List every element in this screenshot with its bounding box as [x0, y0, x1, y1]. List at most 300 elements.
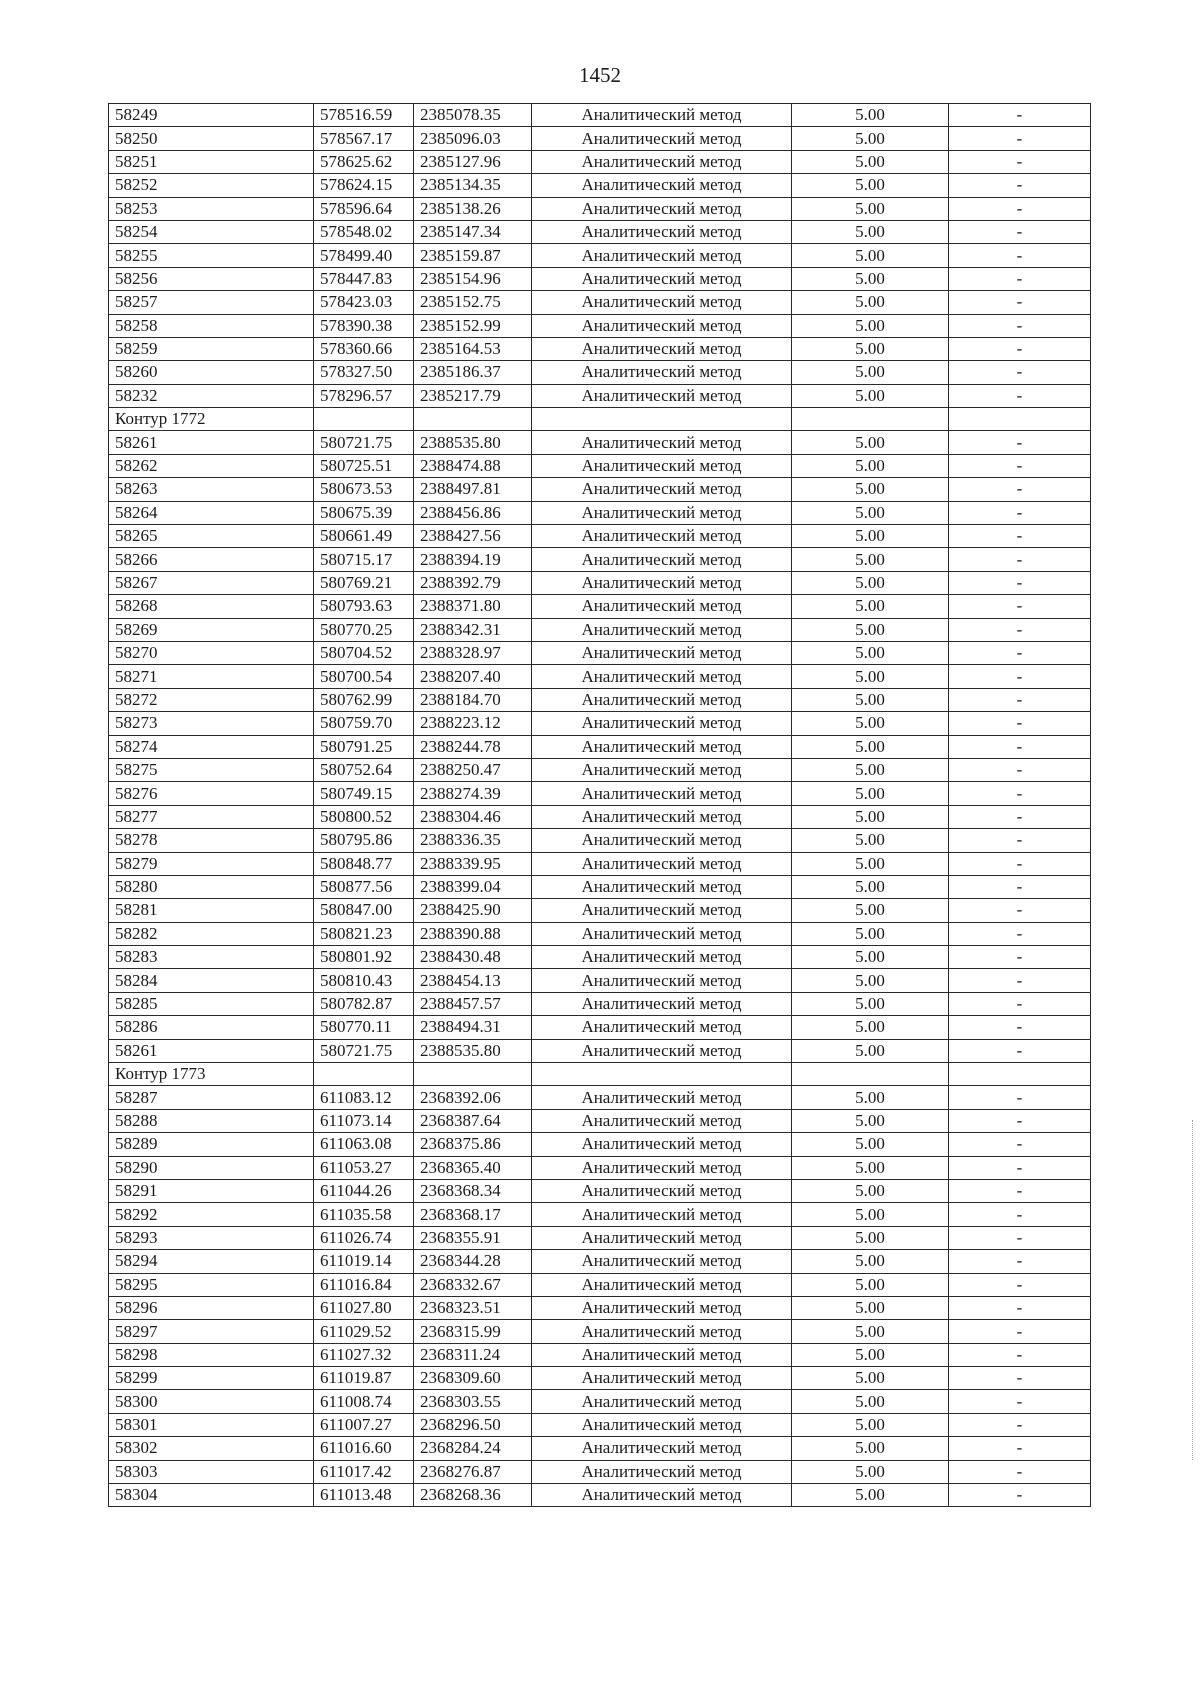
point-id-cell: 58252: [109, 174, 314, 197]
y-coordinate-cell: 2388184.70: [414, 688, 532, 711]
point-id-cell: 58298: [109, 1343, 314, 1366]
method-cell: Аналитический метод: [532, 384, 792, 407]
x-coordinate-cell: 580795.86: [314, 829, 414, 852]
y-coordinate-cell: 2368375.86: [414, 1133, 532, 1156]
point-id-cell: 58297: [109, 1320, 314, 1343]
point-id-cell: 58253: [109, 197, 314, 220]
x-coordinate-cell: 578360.66: [314, 337, 414, 360]
table-row: [109, 1250, 1091, 1273]
y-coordinate-cell: 2388250.47: [414, 758, 532, 781]
method-cell: Аналитический метод: [532, 1390, 792, 1413]
x-coordinate-cell: 580762.99: [314, 688, 414, 711]
x-coordinate-cell: 580721.75: [314, 431, 414, 454]
y-coordinate-cell: 2368296.50: [414, 1413, 532, 1436]
y-coordinate-cell: 2368284.24: [414, 1437, 532, 1460]
note-cell: -: [949, 150, 1091, 173]
point-id-cell: 58283: [109, 946, 314, 969]
table-row: [109, 1437, 1091, 1460]
method-cell: Аналитический метод: [532, 618, 792, 641]
table-row: [109, 899, 1091, 922]
table-row: [109, 618, 1091, 641]
error-cell: 5.00: [792, 1226, 949, 1249]
note-cell: -: [949, 291, 1091, 314]
error-cell: 5.00: [792, 244, 949, 267]
table-row: [109, 922, 1091, 945]
note-cell: -: [949, 361, 1091, 384]
x-coordinate-cell: 580725.51: [314, 454, 414, 477]
x-coordinate-cell: 580675.39: [314, 501, 414, 524]
method-cell: Аналитический метод: [532, 501, 792, 524]
y-coordinate-cell: 2368368.17: [414, 1203, 532, 1226]
note-cell: -: [949, 758, 1091, 781]
error-cell: 5.00: [792, 805, 949, 828]
table-row: [109, 361, 1091, 384]
y-coordinate-cell: 2368344.28: [414, 1250, 532, 1273]
table-row: [109, 1413, 1091, 1436]
table-row: [109, 337, 1091, 360]
y-coordinate-cell: 2368332.67: [414, 1273, 532, 1296]
y-coordinate-cell: 2388474.88: [414, 454, 532, 477]
point-id-cell: 58265: [109, 525, 314, 548]
method-cell: Аналитический метод: [532, 1016, 792, 1039]
method-cell: Аналитический метод: [532, 454, 792, 477]
table-row: [109, 291, 1091, 314]
table-row: [109, 946, 1091, 969]
note-cell: -: [949, 1367, 1091, 1390]
error-cell: 5.00: [792, 1016, 949, 1039]
error-cell: 5.00: [792, 899, 949, 922]
method-cell: Аналитический метод: [532, 478, 792, 501]
point-id-cell: 58294: [109, 1250, 314, 1273]
error-cell: 5.00: [792, 641, 949, 664]
note-cell: -: [949, 992, 1091, 1015]
x-coordinate-cell: 580810.43: [314, 969, 414, 992]
margin-scan-mark: [1192, 1120, 1194, 1460]
x-coordinate-cell: 578624.15: [314, 174, 414, 197]
error-cell: 5.00: [792, 525, 949, 548]
method-cell: Аналитический метод: [532, 1343, 792, 1366]
error-cell: 5.00: [792, 758, 949, 781]
note-cell: -: [949, 525, 1091, 548]
method-cell: Аналитический метод: [532, 712, 792, 735]
y-coordinate-cell: 2388427.56: [414, 525, 532, 548]
table-row: [109, 314, 1091, 337]
table-row: [109, 174, 1091, 197]
note-cell: -: [949, 1320, 1091, 1343]
x-coordinate-cell: 580877.56: [314, 875, 414, 898]
x-coordinate-cell: 611019.87: [314, 1367, 414, 1390]
y-coordinate-cell: 2368392.06: [414, 1086, 532, 1109]
y-coordinate-cell: 2385138.26: [414, 197, 532, 220]
table-row: [109, 735, 1091, 758]
y-coordinate-cell: 2385152.99: [414, 314, 532, 337]
method-cell: Аналитический метод: [532, 291, 792, 314]
x-coordinate-cell: 611016.60: [314, 1437, 414, 1460]
table-row: [109, 384, 1091, 407]
error-cell: 5.00: [792, 431, 949, 454]
table-row: [109, 1320, 1091, 1343]
method-cell: Аналитический метод: [532, 1484, 792, 1507]
x-coordinate-cell: 611027.32: [314, 1343, 414, 1366]
y-coordinate-cell: 2368303.55: [414, 1390, 532, 1413]
point-id-cell: 58300: [109, 1390, 314, 1413]
y-coordinate-cell: 2388223.12: [414, 712, 532, 735]
note-cell: -: [949, 1273, 1091, 1296]
point-id-cell: 58302: [109, 1437, 314, 1460]
method-cell: Аналитический метод: [532, 641, 792, 664]
error-cell: 5.00: [792, 220, 949, 243]
table-row: [109, 688, 1091, 711]
x-coordinate-cell: 578499.40: [314, 244, 414, 267]
table-row: [109, 805, 1091, 828]
note-cell: -: [949, 1296, 1091, 1319]
point-id-cell: 58291: [109, 1179, 314, 1202]
point-id-cell: 58271: [109, 665, 314, 688]
note-cell: -: [949, 735, 1091, 758]
error-cell: 5.00: [792, 1390, 949, 1413]
note-cell: -: [949, 829, 1091, 852]
table-row: [109, 1390, 1091, 1413]
y-coordinate-cell: 2388457.57: [414, 992, 532, 1015]
x-coordinate-cell: 611027.80: [314, 1296, 414, 1319]
table-row: [109, 1484, 1091, 1507]
table-row: [109, 1203, 1091, 1226]
y-coordinate-cell: 2388425.90: [414, 899, 532, 922]
note-cell: -: [949, 946, 1091, 969]
note-cell: -: [949, 501, 1091, 524]
note-cell: -: [949, 1226, 1091, 1249]
point-id-cell: 58274: [109, 735, 314, 758]
y-coordinate-cell: 2388342.31: [414, 618, 532, 641]
point-id-cell: 58249: [109, 104, 314, 127]
y-coordinate-cell: 2388394.19: [414, 548, 532, 571]
page-number: 1452: [579, 63, 621, 87]
method-cell: Аналитический метод: [532, 1250, 792, 1273]
point-id-cell: 58272: [109, 688, 314, 711]
empty-cell: [792, 408, 949, 431]
method-cell: Аналитический метод: [532, 922, 792, 945]
point-id-cell: 58288: [109, 1109, 314, 1132]
point-id-cell: 58303: [109, 1460, 314, 1483]
x-coordinate-cell: 580704.52: [314, 641, 414, 664]
note-cell: -: [949, 104, 1091, 127]
point-id-cell: 58278: [109, 829, 314, 852]
note-cell: -: [949, 1437, 1091, 1460]
error-cell: 5.00: [792, 1484, 949, 1507]
error-cell: 5.00: [792, 478, 949, 501]
error-cell: 5.00: [792, 992, 949, 1015]
y-coordinate-cell: 2388328.97: [414, 641, 532, 664]
method-cell: Аналитический метод: [532, 595, 792, 618]
error-cell: 5.00: [792, 501, 949, 524]
y-coordinate-cell: 2385154.96: [414, 267, 532, 290]
y-coordinate-cell: 2368365.40: [414, 1156, 532, 1179]
contour-header-row: [109, 1063, 1091, 1086]
x-coordinate-cell: 611083.12: [314, 1086, 414, 1109]
table-row: [109, 1016, 1091, 1039]
note-cell: -: [949, 127, 1091, 150]
table-row: [109, 478, 1091, 501]
error-cell: 5.00: [792, 1203, 949, 1226]
point-id-cell: 58299: [109, 1367, 314, 1390]
point-id-cell: 58232: [109, 384, 314, 407]
note-cell: -: [949, 618, 1091, 641]
note-cell: -: [949, 852, 1091, 875]
table-row: [109, 1133, 1091, 1156]
point-id-cell: 58267: [109, 571, 314, 594]
y-coordinate-cell: 2388454.13: [414, 969, 532, 992]
method-cell: Аналитический метод: [532, 1156, 792, 1179]
y-coordinate-cell: 2388244.78: [414, 735, 532, 758]
note-cell: -: [949, 197, 1091, 220]
note-cell: -: [949, 595, 1091, 618]
method-cell: Аналитический метод: [532, 1296, 792, 1319]
x-coordinate-cell: 580791.25: [314, 735, 414, 758]
y-coordinate-cell: 2385127.96: [414, 150, 532, 173]
point-id-cell: 58258: [109, 314, 314, 337]
table-row: [109, 220, 1091, 243]
error-cell: 5.00: [792, 454, 949, 477]
y-coordinate-cell: 2388535.80: [414, 1039, 532, 1062]
method-cell: Аналитический метод: [532, 946, 792, 969]
y-coordinate-cell: 2368323.51: [414, 1296, 532, 1319]
x-coordinate-cell: 611013.48: [314, 1484, 414, 1507]
method-cell: Аналитический метод: [532, 1179, 792, 1202]
note-cell: -: [949, 688, 1091, 711]
y-coordinate-cell: 2368309.60: [414, 1367, 532, 1390]
method-cell: Аналитический метод: [532, 525, 792, 548]
y-coordinate-cell: 2368315.99: [414, 1320, 532, 1343]
contour-header-row: [109, 408, 1091, 431]
error-cell: 5.00: [792, 969, 949, 992]
error-cell: 5.00: [792, 571, 949, 594]
table-row: [109, 1296, 1091, 1319]
note-cell: -: [949, 244, 1091, 267]
error-cell: 5.00: [792, 267, 949, 290]
error-cell: 5.00: [792, 735, 949, 758]
error-cell: 5.00: [792, 150, 949, 173]
method-cell: Аналитический метод: [532, 314, 792, 337]
table-row: [109, 267, 1091, 290]
method-cell: Аналитический метод: [532, 899, 792, 922]
method-cell: Аналитический метод: [532, 992, 792, 1015]
error-cell: 5.00: [792, 852, 949, 875]
error-cell: 5.00: [792, 1086, 949, 1109]
method-cell: Аналитический метод: [532, 1203, 792, 1226]
y-coordinate-cell: 2388390.88: [414, 922, 532, 945]
method-cell: Аналитический метод: [532, 220, 792, 243]
table-row: [109, 1179, 1091, 1202]
point-id-cell: 58295: [109, 1273, 314, 1296]
x-coordinate-cell: 578548.02: [314, 220, 414, 243]
y-coordinate-cell: 2388339.95: [414, 852, 532, 875]
note-cell: -: [949, 712, 1091, 735]
table-row: [109, 852, 1091, 875]
y-coordinate-cell: 2388535.80: [414, 431, 532, 454]
error-cell: 5.00: [792, 829, 949, 852]
point-id-cell: 58254: [109, 220, 314, 243]
point-id-cell: 58277: [109, 805, 314, 828]
method-cell: Аналитический метод: [532, 548, 792, 571]
y-coordinate-cell: 2385152.75: [414, 291, 532, 314]
error-cell: 5.00: [792, 1343, 949, 1366]
x-coordinate-cell: 611008.74: [314, 1390, 414, 1413]
x-coordinate-cell: 578423.03: [314, 291, 414, 314]
note-cell: -: [949, 431, 1091, 454]
error-cell: 5.00: [792, 1320, 949, 1343]
error-cell: 5.00: [792, 1413, 949, 1436]
y-coordinate-cell: 2388304.46: [414, 805, 532, 828]
x-coordinate-cell: 611026.74: [314, 1226, 414, 1249]
note-cell: -: [949, 174, 1091, 197]
table-row: [109, 1086, 1091, 1109]
y-coordinate-cell: 2388336.35: [414, 829, 532, 852]
method-cell: Аналитический метод: [532, 1226, 792, 1249]
error-cell: 5.00: [792, 384, 949, 407]
table-body: [109, 104, 1091, 1507]
point-id-cell: 58293: [109, 1226, 314, 1249]
empty-cell: [532, 408, 792, 431]
error-cell: 5.00: [792, 946, 949, 969]
note-cell: -: [949, 267, 1091, 290]
table-row: [109, 244, 1091, 267]
y-coordinate-cell: 2368368.34: [414, 1179, 532, 1202]
empty-cell: [314, 408, 414, 431]
table-row: [109, 1367, 1091, 1390]
method-cell: Аналитический метод: [532, 1320, 792, 1343]
note-cell: -: [949, 1460, 1091, 1483]
point-id-cell: 58264: [109, 501, 314, 524]
x-coordinate-cell: 611029.52: [314, 1320, 414, 1343]
error-cell: 5.00: [792, 782, 949, 805]
point-id-cell: 58284: [109, 969, 314, 992]
point-id-cell: 58296: [109, 1296, 314, 1319]
point-id-cell: 58275: [109, 758, 314, 781]
table-row: [109, 197, 1091, 220]
note-cell: -: [949, 571, 1091, 594]
table-row: [109, 641, 1091, 664]
y-coordinate-cell: 2388456.86: [414, 501, 532, 524]
table-row: [109, 150, 1091, 173]
note-cell: -: [949, 1179, 1091, 1202]
table-row: [109, 1156, 1091, 1179]
y-coordinate-cell: 2368268.36: [414, 1484, 532, 1507]
x-coordinate-cell: 580721.75: [314, 1039, 414, 1062]
point-id-cell: 58262: [109, 454, 314, 477]
y-coordinate-cell: 2388497.81: [414, 478, 532, 501]
x-coordinate-cell: 580848.77: [314, 852, 414, 875]
y-coordinate-cell: 2388274.39: [414, 782, 532, 805]
note-cell: -: [949, 782, 1091, 805]
note-cell: -: [949, 548, 1091, 571]
method-cell: Аналитический метод: [532, 431, 792, 454]
y-coordinate-cell: 2385078.35: [414, 104, 532, 127]
note-cell: -: [949, 805, 1091, 828]
method-cell: Аналитический метод: [532, 735, 792, 758]
table-row: [109, 969, 1091, 992]
error-cell: 5.00: [792, 922, 949, 945]
note-cell: -: [949, 875, 1091, 898]
point-id-cell: 58281: [109, 899, 314, 922]
x-coordinate-cell: 580700.54: [314, 665, 414, 688]
method-cell: Аналитический метод: [532, 150, 792, 173]
point-id-cell: 58270: [109, 641, 314, 664]
y-coordinate-cell: 2388371.80: [414, 595, 532, 618]
error-cell: 5.00: [792, 1133, 949, 1156]
y-coordinate-cell: 2385134.35: [414, 174, 532, 197]
table-row: [109, 104, 1091, 127]
method-cell: Аналитический метод: [532, 1367, 792, 1390]
point-id-cell: 58269: [109, 618, 314, 641]
method-cell: Аналитический метод: [532, 1039, 792, 1062]
x-coordinate-cell: 578625.62: [314, 150, 414, 173]
error-cell: 5.00: [792, 712, 949, 735]
note-cell: -: [949, 1039, 1091, 1062]
x-coordinate-cell: 580782.87: [314, 992, 414, 1015]
table-row: [109, 525, 1091, 548]
empty-cell: [949, 1063, 1091, 1086]
x-coordinate-cell: 580847.00: [314, 899, 414, 922]
method-cell: Аналитический метод: [532, 174, 792, 197]
error-cell: 5.00: [792, 1296, 949, 1319]
method-cell: Аналитический метод: [532, 1437, 792, 1460]
note-cell: -: [949, 1203, 1091, 1226]
x-coordinate-cell: 611019.14: [314, 1250, 414, 1273]
empty-cell: [532, 1063, 792, 1086]
note-cell: -: [949, 1390, 1091, 1413]
note-cell: -: [949, 454, 1091, 477]
error-cell: 5.00: [792, 337, 949, 360]
x-coordinate-cell: 580800.52: [314, 805, 414, 828]
x-coordinate-cell: 611007.27: [314, 1413, 414, 1436]
table-row: [109, 992, 1091, 1015]
point-id-cell: 58285: [109, 992, 314, 1015]
table-row: [109, 1039, 1091, 1062]
table-row: [109, 665, 1091, 688]
point-id-cell: 58304: [109, 1484, 314, 1507]
table-row: [109, 829, 1091, 852]
note-cell: -: [949, 1250, 1091, 1273]
x-coordinate-cell: 580752.64: [314, 758, 414, 781]
x-coordinate-cell: 580661.49: [314, 525, 414, 548]
table-row: [109, 501, 1091, 524]
note-cell: -: [949, 641, 1091, 664]
point-id-cell: 58261: [109, 431, 314, 454]
error-cell: 5.00: [792, 548, 949, 571]
table-row: [109, 127, 1091, 150]
method-cell: Аналитический метод: [532, 1413, 792, 1436]
table-row: [109, 758, 1091, 781]
table-row: [109, 1109, 1091, 1132]
error-cell: 5.00: [792, 1460, 949, 1483]
point-id-cell: 58260: [109, 361, 314, 384]
point-id-cell: 58263: [109, 478, 314, 501]
table-row: [109, 595, 1091, 618]
error-cell: 5.00: [792, 1367, 949, 1390]
point-id-cell: 58251: [109, 150, 314, 173]
method-cell: Аналитический метод: [532, 1273, 792, 1296]
y-coordinate-cell: 2388207.40: [414, 665, 532, 688]
empty-cell: [414, 1063, 532, 1086]
point-id-cell: 58250: [109, 127, 314, 150]
point-id-cell: 58286: [109, 1016, 314, 1039]
point-id-cell: 58255: [109, 244, 314, 267]
point-id-cell: 58301: [109, 1413, 314, 1436]
y-coordinate-cell: 2388430.48: [414, 946, 532, 969]
note-cell: -: [949, 220, 1091, 243]
method-cell: Аналитический метод: [532, 758, 792, 781]
table-row: [109, 875, 1091, 898]
